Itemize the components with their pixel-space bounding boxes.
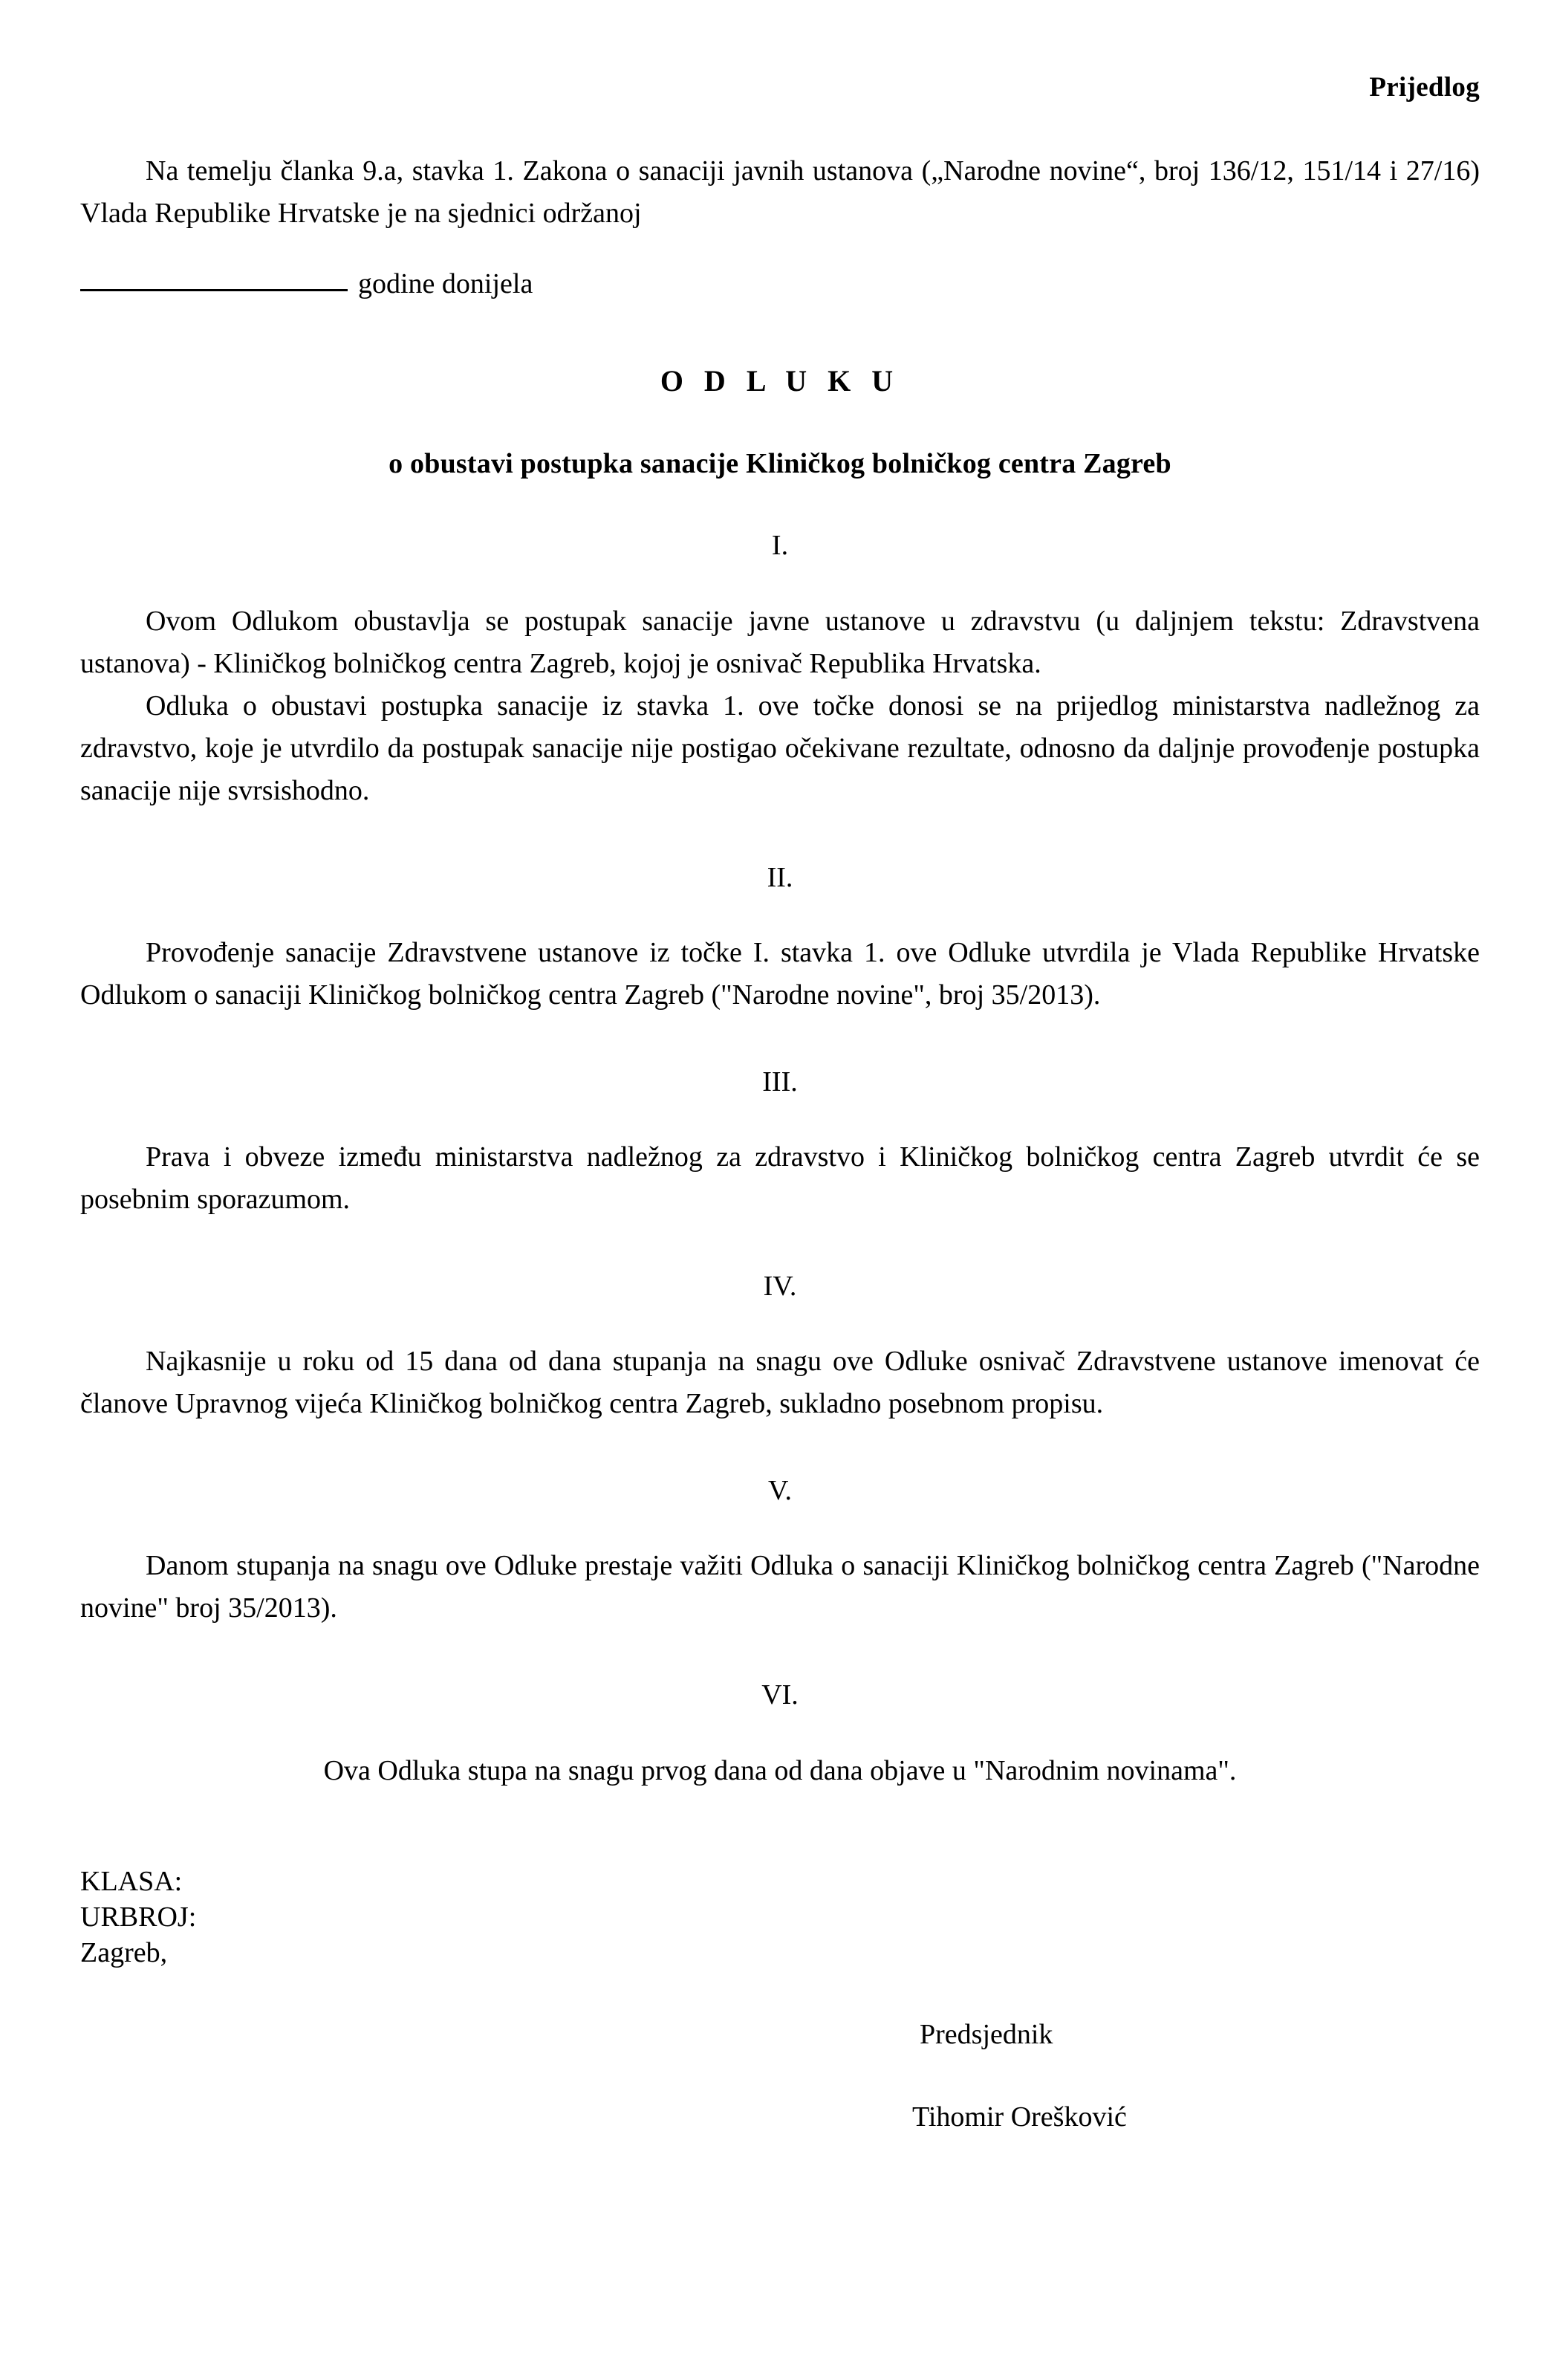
section-3-paragraph-1: Prava i obveze između ministarstva nadležnog za zdravstvo i Kliničkog bolničkog centra Zagreb utvrdit će se posebnim sporazumom. <box>80 1141 1480 1215</box>
page-subtitle: o obustavi postupka sanacije Kliničkog bolničkog centra Zagreb <box>388 448 1171 480</box>
date-blank-line-row <box>80 263 1480 305</box>
signature-block <box>80 2015 1480 2137</box>
section-1-paragraph-1: Ovom Odlukom obustavlja se postupak sanacije javne ustanove u zdravstvu (u daljnjem tekstu: Zdravstvena ustanova) - Kliničkog bolničkog centra Zagreb, kojoj je osnivač Republika Hrvatska. <box>80 605 1480 679</box>
document-content <box>80 0 1480 2138</box>
date-blank-suffix: godine donijela <box>358 268 533 300</box>
signature-name: Tihomir Orešković <box>912 2101 1127 2133</box>
document-header-label: Prijedlog <box>1369 72 1480 103</box>
klasa-label: KLASA: <box>80 1865 183 1897</box>
closing-block <box>80 1864 1480 1971</box>
section-numeral-5: V. <box>767 1475 793 1507</box>
section-1-paragraph-2: Odluka o obustavi postupka sanacije iz stavka 1. ove točke donosi se na prijedlog ministarstva nadležnog za zdravstvo, koje je utvrdilo da postupak sanacije nije postigao očekivane rezultate, odnosno da daljnje provođenje postupka sanacije nije svrsishodno. <box>80 690 1480 806</box>
place-label: Zagreb, <box>80 1937 168 1969</box>
urbroj-label: URBROJ: <box>80 1901 197 1933</box>
page-title: O D L U K U <box>660 364 900 398</box>
section-numeral-2: II. <box>767 861 793 893</box>
section-6-paragraph-1: Ova Odluka stupa na snagu prvog dana od dana objave u "Narodnim novinama". <box>323 1754 1237 1786</box>
section-5-paragraph-1: Danom stupanja na snagu ove Odluke prestaje važiti Odluka o sanaciji Kliničkog bolničkog centra Zagreb ("Narodne novine" broj 35/2013). <box>80 1550 1480 1624</box>
section-numeral-1: I. <box>771 530 789 562</box>
section-2-paragraph-1: Provođenje sanacije Zdravstvene ustanove iz točke I. stavka 1. ove Odluke utvrdila je Vlada Republike Hrvatske Odlukom o sanaciji Kliničkog bolničkog centra Zagreb ("Narodne novine", broj 35/2013). <box>80 936 1480 1011</box>
section-numeral-6: VI. <box>761 1679 799 1711</box>
signature-role: Predsjednik <box>920 2019 1053 2051</box>
intro-paragraph: Na temelju članka 9.a, stavka 1. Zakona o sanaciji javnih ustanova („Narodne novine“, broj 136/12, 151/14 i 27/16) Vlada Republike Hrvatske je na sjednici održanoj <box>80 155 1480 230</box>
section-numeral-4: IV. <box>763 1270 797 1302</box>
date-blank-rule[interactable] <box>80 289 348 291</box>
section-numeral-3: III. <box>762 1066 798 1097</box>
section-4-paragraph-1: Najkasnije u roku od 15 dana od dana stupanja na snagu ove Odluke osnivač Zdravstvene ustanove imenovat će članove Upravnog vijeća Kliničkog bolničkog centra Zagreb, sukladno posebnom propisu. <box>80 1346 1480 1420</box>
